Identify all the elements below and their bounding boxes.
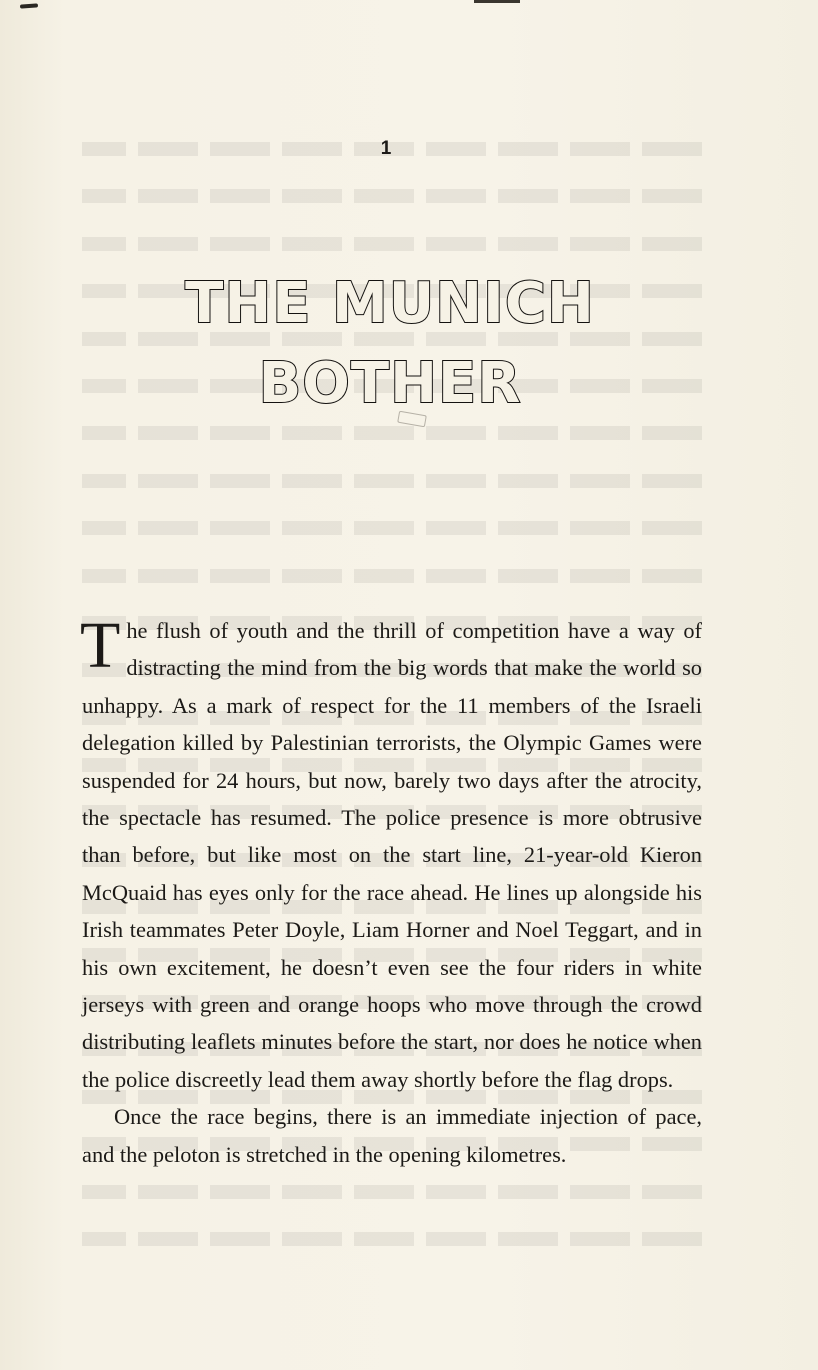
chapter-title-line-2 — [0, 351, 780, 416]
paragraph-1-text: he flush of youth and the thrill of competition have a way of distracting the mind from the big words that make the world so unhappy. As a mark of respect for the 11 members of the Israeli delegation killed by Palestinian terrorists, the Olympic Games were suspended for 24 hours, but now, barely two days after the atrocity, the spectacle has resumed. The police presence is more obtrusive than before, but like most on the start line, 21-year-old Kieron McQuaid has eyes only for the race ahead. He lines up alongside his Irish teammates Peter Doyle, Liam Horner and Noel Teggart, and in his own excitement, he doesn’t even see the four riders in white jerseys with green and orange hoops who move through the crowd distributing leaflets minutes before the start, nor does he notice when the police discreetly lead them away shortly before the flag drops. — [82, 618, 702, 1092]
page-edge-mark — [20, 3, 38, 8]
chapter-title-text-1: THE MUNICH — [185, 271, 595, 336]
paragraph-1 — [80, 609, 702, 1098]
drop-cap: T — [80, 609, 121, 682]
chapter-number: 1 — [380, 138, 392, 159]
chapter-title-text-2: BOTHER — [258, 351, 522, 416]
paragraph-2: Once the race begins, there is an immediate injection of pace, and the peloton is stretched in the opening kilometres. — [82, 1104, 702, 1167]
chapter-title-line-1 — [0, 271, 780, 336]
chapter-body — [80, 609, 702, 1173]
page-top-bar — [474, 0, 520, 3]
